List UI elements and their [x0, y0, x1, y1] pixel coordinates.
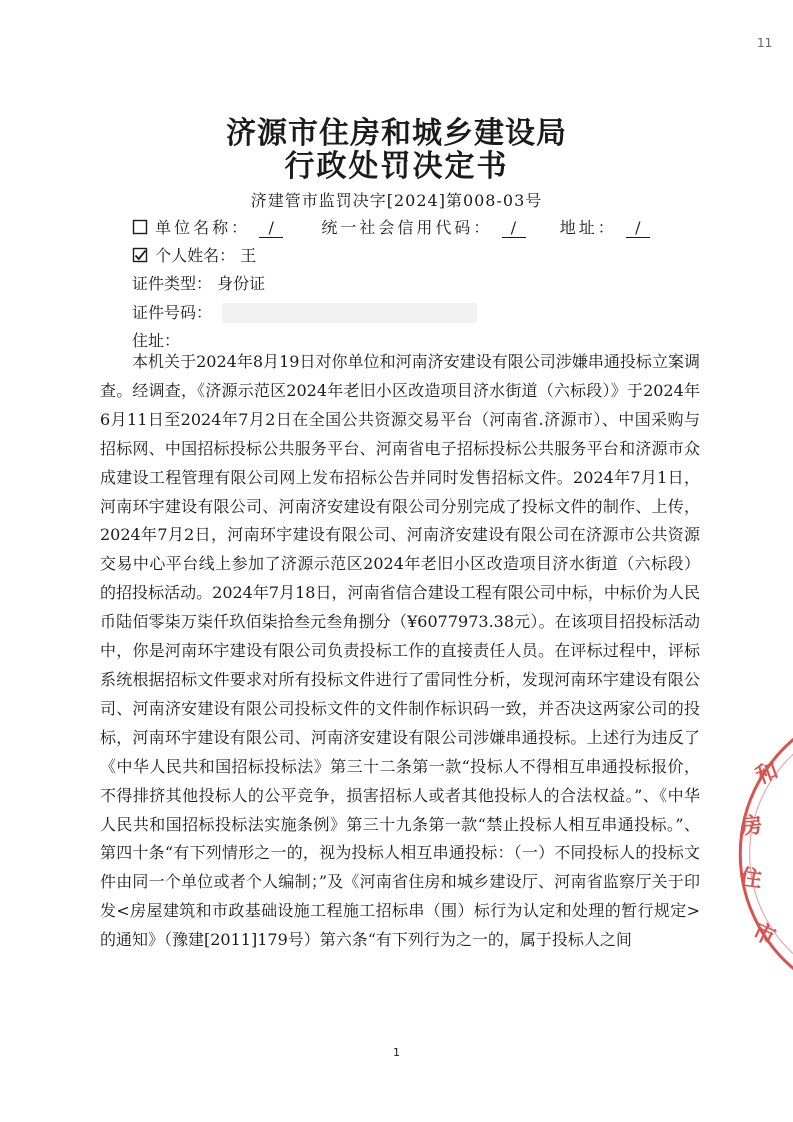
corner-handwritten-mark: 11	[757, 36, 773, 50]
document-title: 行政处罚决定书	[284, 149, 509, 184]
svg-text:市: 市	[748, 918, 779, 951]
unit-name-label: 单位名称：	[155, 218, 251, 237]
id-type-label: 证件类型：	[132, 274, 213, 293]
unit-checkbox-icon	[132, 219, 148, 235]
redacted-id-number	[222, 303, 477, 323]
unit-info-row	[132, 216, 654, 240]
person-name-row	[132, 244, 256, 268]
credit-code-label: 统一社会信用代码：	[321, 218, 493, 237]
person-name-value: 王	[240, 246, 257, 265]
official-seal-icon	[717, 714, 793, 994]
id-number-label: 证件号码：	[132, 303, 213, 322]
svg-text:住: 住	[738, 865, 764, 894]
issuer-title: 济源市住房和城乡建设局	[226, 116, 567, 151]
unit-address-value: /	[626, 219, 650, 238]
svg-text:和: 和	[752, 758, 782, 790]
unit-address-label: 地址：	[559, 218, 617, 237]
page-number: 1	[393, 1046, 400, 1059]
decision-body-text: 本机关于2024年8月19日对你单位和河南济安建设有限公司涉嫌串通投标立案调查。经调查，《济源示范区2024年老旧小区改造项目济水街道（六标段）》于2024年6月11日至2024年7月2日在全国公共资源交易平台（河南省.济源市）、中国采购与招标网、中国招标投标公共服务平台、河南省电子招标投标公共服务平台和济源市众成建设工程管理有限公司网上发布招标公告并同时发售招标文件。2024年7月1日，河南环宇建设有限公司、河南济安建设有限公司分别完成了投标文件的制作、上传，2024年7月2日，河南环宇建设有限公司、河南济安建设有限公司在济源市公共资源交易中心平台线上参加了济源示范区2024年老旧小区改造项目济水街道（六标段）的招投标活动。2024年7月18日，河南省信合建设工程有限公司中标，中标价为人民币陆佰零柒万柒仟玖佰柒拾叁元叁角捌分（¥6077973.38元）。在该项目招投标活动中，你是河南环宇建设有限公司负责投标工作的直接责任人员。在评标过程中，评标系统根据招标文件要求对所有投标文件进行了雷同性分析，发现河南环宇建设有限公司、河南济安建设有限公司投标文件的文件制作标识码一致，并否决这两家公司的投标，河南环宇建设有限公司、河南济安建设有限公司涉嫌串通投标。上述行为违反了《中华人民共和国招标投标法》第三十二条第一款“投标人不得相互串通投标报价，不得排挤其他投标人的公平竞争，损害招标人或者其他投标人的合法权益。”、《中华人民共和国招标投标法实施条例》第三十九条第一款“禁止投标人相互串通投标。”、第四十条“有下列情形之一的，视为投标人相互串通投标：（一）不同投标人的投标文件由同一个单位或者个人编制；”及《河南省住房和城乡建设厅、河南省监察厅关于印发<房屋建筑和市政基础设施工程施工招标串（围）标行为认定和处理的暂行规定>的通知》（豫建[2011]179号）第六条“有下列行为之一的，属于投标人之间	[100, 352, 700, 950]
id-type-row	[132, 272, 265, 296]
person-checkbox-checked-icon	[132, 247, 148, 263]
credit-code-value: /	[502, 219, 526, 238]
id-number-row	[132, 301, 212, 325]
unit-name-value: /	[259, 219, 283, 238]
person-name-label: 个人姓名：	[155, 246, 236, 265]
id-type-value: 身份证	[217, 274, 266, 293]
document-number: 济建管市监罚决字[2024]第008-03号	[250, 191, 543, 210]
person-address-label: 住址：	[132, 331, 181, 350]
svg-text:房: 房	[739, 813, 764, 840]
